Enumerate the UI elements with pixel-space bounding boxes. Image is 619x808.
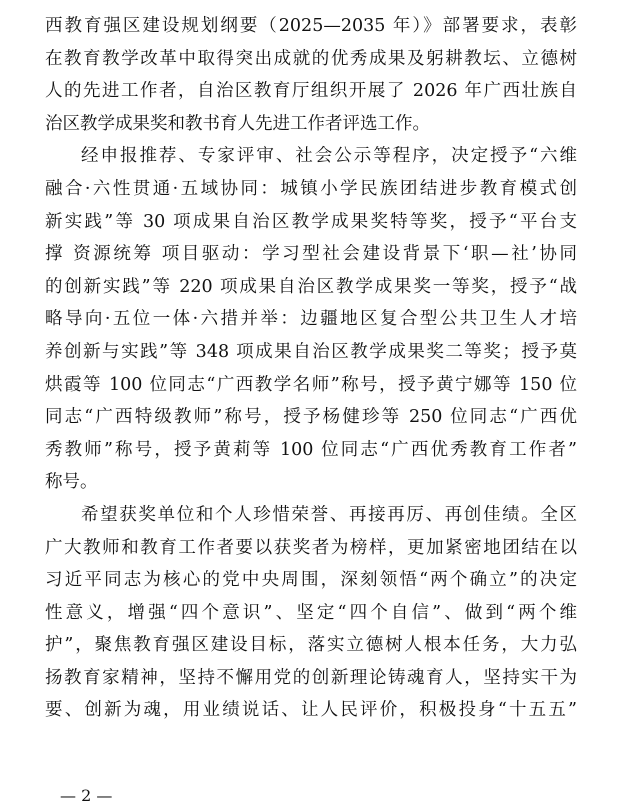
page-number: — 2 — bbox=[60, 786, 113, 805]
text-line: 在教育教学改革中取得突出成就的优秀成果及躬耕教坛、立德树 bbox=[45, 48, 577, 69]
text-line: 称号。 bbox=[45, 472, 98, 493]
text-line: 经申报推荐、专家评审、社会公示等程序，决定授予“六维 bbox=[81, 146, 577, 167]
text-line: 希望获奖单位和个人珍惜荣誉、再接再厉、再创佳绩。全区 bbox=[81, 504, 577, 525]
paragraph-2 bbox=[45, 140, 577, 499]
text-line: 烘霞等 100 位同志“广西教学名师”称号，授予黄宁娜等 150 位 bbox=[45, 374, 577, 395]
text-line: 广大教师和教育工作者要以获奖者为榜样，更加紧密地团结在以 bbox=[45, 537, 577, 558]
text-line: 护”，聚焦教育强区建设目标，落实立德树人根本任务，大力弘 bbox=[45, 635, 577, 656]
paragraph-3 bbox=[45, 499, 577, 727]
text-line: 新实践”等 30 项成果自治区教学成果奖特等奖，授予“平台支 bbox=[45, 211, 577, 232]
text-line: 秀教师”称号，授予黄莉等 100 位同志“广西优秀教育工作者” bbox=[45, 439, 577, 460]
document-body bbox=[45, 10, 577, 727]
text-line: 习近平同志为核心的党中央周围，深刻领悟“两个确立”的决定 bbox=[45, 570, 577, 591]
paragraph-1 bbox=[45, 10, 577, 140]
text-line: 同志“广西特级教师”称号，授予杨健珍等 250 位同志“广西优 bbox=[45, 407, 577, 428]
text-line: 西教育强区建设规划纲要（2025—2035 年）》部署要求，表彰 bbox=[45, 16, 577, 36]
text-line: 性意义，增强“四个意识”、坚定“四个自信”、做到“两个维 bbox=[45, 602, 577, 623]
text-line: 要、创新为魂，用业绩说话、让人民评价，积极投身“十五五” bbox=[45, 700, 577, 721]
text-line: 融合·六性贯通·五域协同：城镇小学民族团结进步教育模式创 bbox=[45, 178, 577, 199]
text-line: 撑 资源统筹 项目驱动：学习型社会建设背景下‘职—社’协同 bbox=[45, 244, 577, 265]
text-line: 人的先进工作者，自治区教育厅组织开展了 2026 年广西壮族自 bbox=[45, 81, 577, 102]
text-line: 扬教育家精神，坚持不懈用党的创新理论铸魂育人，坚持实干为 bbox=[45, 667, 577, 688]
text-line: 的创新实践”等 220 项成果自治区教学成果奖一等奖，授予“战 bbox=[45, 276, 577, 297]
text-line: 略导向·五位一体·六措并举：边疆地区复合型公共卫生人才培 bbox=[45, 309, 577, 330]
text-line: 治区教学成果奖和教书育人先进工作者评选工作。 bbox=[45, 113, 430, 134]
text-line: 养创新与实践”等 348 项成果自治区教学成果奖二等奖；授予莫 bbox=[45, 341, 577, 362]
